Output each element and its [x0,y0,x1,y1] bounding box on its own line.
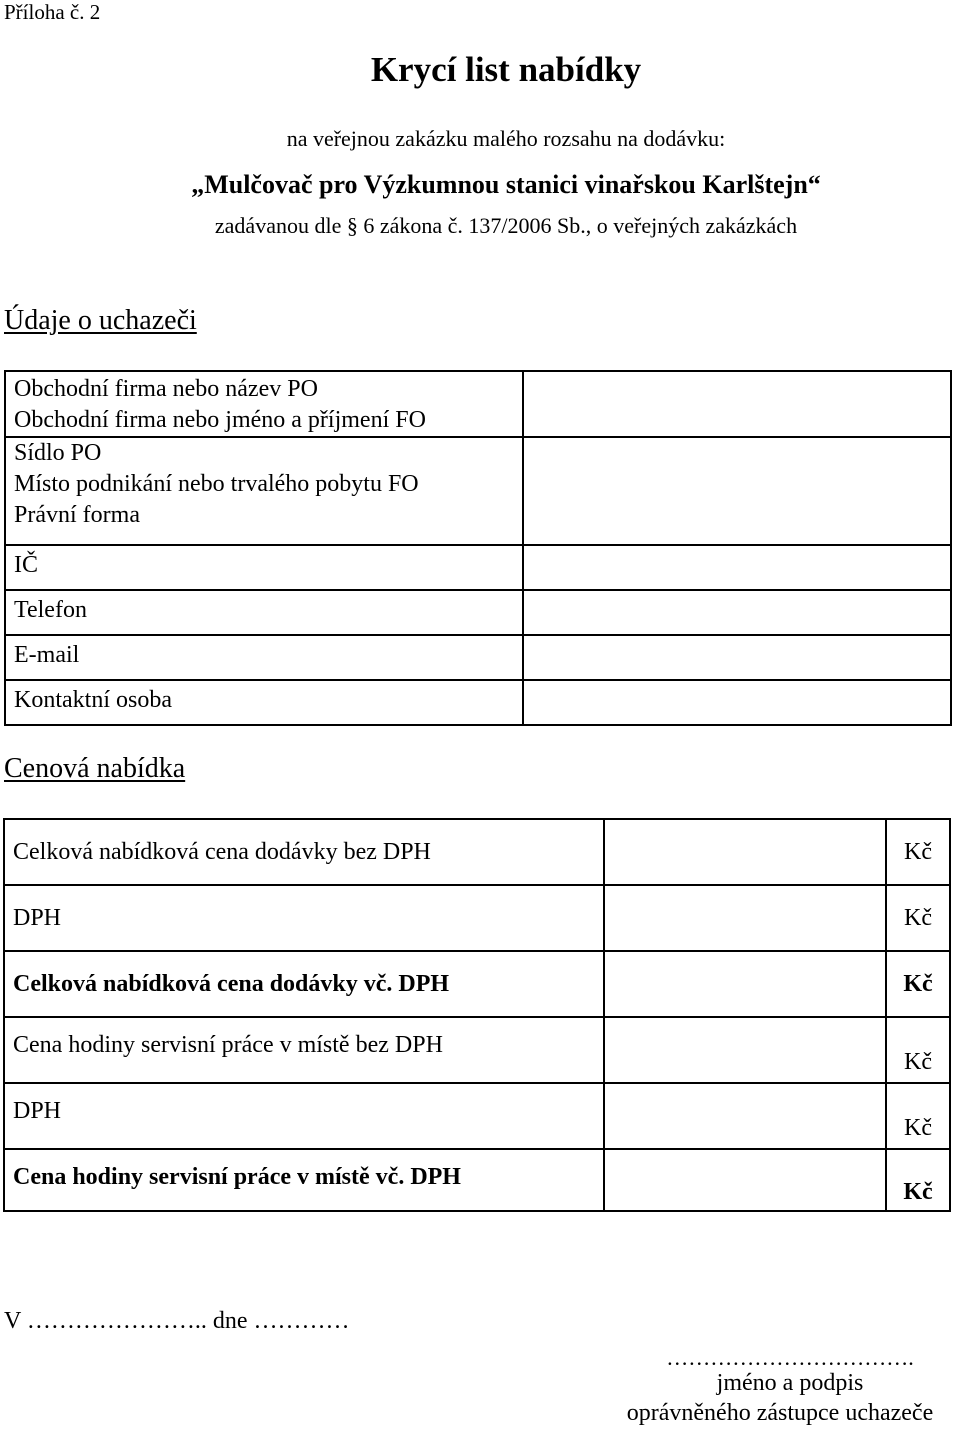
label-contact: Kontaktní osoba [14,687,172,713]
price-label-cell [4,951,604,1017]
price-label-cell [4,1017,604,1083]
price-label-cell [4,1083,604,1149]
currency-cell [886,1083,950,1149]
signature-line: ……………………………. [666,1345,914,1370]
tender-subject: „Mulčovač pro Výzkumnou stanici vinařskou Karlštejn“ [191,170,821,199]
price-value-cell[interactable] [604,951,886,1017]
label-company-po: Obchodní firma nebo název PO [14,376,318,402]
label-cell-ico [5,545,523,590]
price-value-cell[interactable] [604,1083,886,1149]
price-offer-table [3,818,951,1212]
currency-cell [886,1149,950,1211]
place-date-line: V ………………….. dne ………… [4,1308,350,1334]
label-phone: Telefon [14,597,87,623]
price-row-label: Celková nabídková cena dodávky bez DPH [13,838,431,865]
price-row-label: DPH [13,1098,62,1124]
currency-cell [886,819,950,885]
document-title: Krycí list nabídky [370,50,642,89]
value-cell-seat[interactable] [523,437,951,545]
bidder-info-table [4,370,952,726]
label-email: E-mail [14,642,80,668]
legal-basis: zadávanou dle § 6 zákona č. 137/2006 Sb., o veřejných zakázkách [214,213,798,238]
currency-label: Kč [903,970,933,997]
price-value-cell[interactable] [604,1149,886,1211]
annex-label: Příloha č. 2 [4,0,101,24]
price-label-cell [4,819,604,885]
price-value-cell[interactable] [604,1017,886,1083]
label-legal-form: Právní forma [14,502,140,528]
currency-cell [886,885,950,951]
label-place-fo: Místo podnikání nebo trvalého pobytu FO [14,471,419,497]
value-cell-contact[interactable] [523,680,951,725]
label-cell-contact [5,680,523,725]
currency-label: Kč [904,904,932,931]
price-value-cell[interactable] [604,885,886,951]
price-row-label: Cena hodiny servisní práce v místě vč. DPH [13,1164,461,1190]
price-label-cell [4,1149,604,1211]
signature-caption-role: oprávněného zástupce uchazeče [626,1400,934,1426]
price-row-label: DPH [13,904,62,931]
value-cell-company[interactable] [523,371,951,437]
price-row-label: Celková nabídková cena dodávky vč. DPH [13,970,450,997]
value-cell-email[interactable] [523,635,951,680]
label-ico: IČ [14,552,38,578]
bidder-section-heading: Údaje o uchazeči [4,305,197,336]
currency-cell [886,1017,950,1083]
label-cell-phone [5,590,523,635]
price-row-label: Cena hodiny servisní práce v místě bez DPH [13,1032,443,1058]
value-cell-phone[interactable] [523,590,951,635]
currency-label: Kč [904,1049,932,1075]
currency-label: Kč [904,1115,932,1141]
label-seat-po: Sídlo PO [14,440,102,466]
currency-label: Kč [904,838,932,865]
label-cell-email [5,635,523,680]
price-section-heading: Cenová nabídka [4,753,186,784]
signature-caption-name: jméno a podpis [716,1370,864,1396]
value-cell-ico[interactable] [523,545,951,590]
label-cell-seat [5,437,523,545]
price-label-cell [4,885,604,951]
currency-label: Kč [903,1179,933,1205]
label-cell-company [5,371,523,437]
price-value-cell[interactable] [604,819,886,885]
label-company-fo: Obchodní firma nebo jméno a příjmení FO [14,407,426,433]
currency-cell [886,951,950,1017]
tender-intro: na veřejnou zakázku malého rozsahu na dodávku: [286,126,726,151]
